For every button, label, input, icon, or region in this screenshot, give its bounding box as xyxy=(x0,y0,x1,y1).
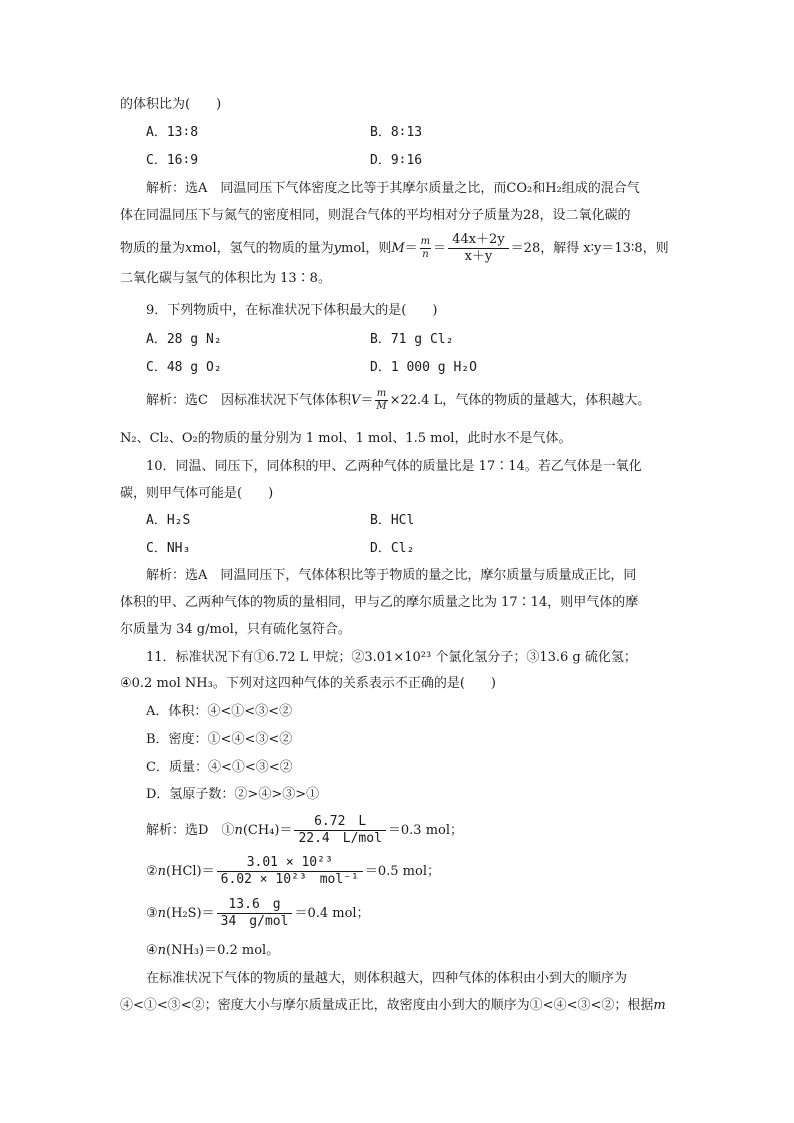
q10-option-a: A．H₂S xyxy=(146,513,191,528)
numerator: 44x＋2y xyxy=(448,232,509,249)
q8-analysis-line-1: 解析：选A 同温同压下气体密度之比等于其摩尔质量之比，而CO₂和H₂组成的混合气 xyxy=(146,181,640,196)
denominator: x＋y xyxy=(464,249,493,264)
text: (H₂S)＝ xyxy=(166,906,215,921)
q9-analysis-line-1 xyxy=(146,386,650,416)
var-n: n xyxy=(234,823,243,838)
denominator: M xyxy=(376,401,387,412)
q11-analysis-line-2 xyxy=(146,855,440,889)
q10-option-d: D．Cl₂ xyxy=(370,541,415,556)
numerator: 3.01 × 10²³ xyxy=(217,855,363,872)
var-n: n xyxy=(157,943,167,958)
fraction-m-over-n xyxy=(420,236,431,261)
text: ＝28，解得 x∶y＝13∶8，则 xyxy=(510,241,669,256)
text: ＝0.4 mol； xyxy=(294,906,370,921)
q10-analysis-line-3: 尔质量为 34 g/mol，只有硫化氢符合。 xyxy=(120,622,351,637)
text: 物质的量为 xyxy=(120,241,186,256)
equals: ＝ xyxy=(433,241,447,256)
q8-option-a: A．13∶8 xyxy=(146,125,199,140)
q11-stem-line-1: 11．标准状况下有①6.72 L 甲烷；②3.01×10²³ 个氯化氢分子；③13.6 g 硫化氢； xyxy=(146,650,637,665)
q11-analysis-line-1 xyxy=(146,814,463,848)
text: ④<①<③<②；密度大小与摩尔质量成正比，故密度由小到大的顺序为①<④<③<②；根据 xyxy=(120,998,654,1013)
fraction-ch4 xyxy=(294,814,385,847)
q10-analysis-line-2: 体积的甲、乙两种气体的物质的量相同，甲与乙的摩尔质量之比为 17∶14，则甲气体的摩 xyxy=(120,595,639,610)
q8-option-d: D．9∶16 xyxy=(370,153,423,168)
q11-option-b: B．密度：①<④<③<② xyxy=(146,732,293,747)
text: mol，则 xyxy=(341,241,392,256)
numerator: 6.72 L xyxy=(294,814,385,831)
denominator: n xyxy=(422,249,429,260)
q9-option-d: D．1 000 g H₂O xyxy=(370,360,477,375)
text: ④ xyxy=(146,943,158,958)
text: (CH₄)＝ xyxy=(242,823,293,838)
text: (NH₃)＝0.2 mol。 xyxy=(166,943,280,958)
denominator: 34 g/mol xyxy=(220,914,289,929)
var-n: n xyxy=(157,906,167,921)
q11-option-c: C．质量：④<①<③<② xyxy=(146,760,293,775)
fraction-h2s xyxy=(217,897,293,930)
q8-tail: 的体积比为( ) xyxy=(120,97,222,112)
text: ＝0.3 mol； xyxy=(387,823,464,838)
var-M: M xyxy=(391,241,405,256)
q9-option-a: A．28 g N₂ xyxy=(146,332,222,347)
q11-analysis-line-4 xyxy=(146,942,279,960)
text: (HCl)＝ xyxy=(166,864,215,879)
q9-stem: 9．下列物质中，在标准状况下体积最大的是( ) xyxy=(146,303,438,318)
text: ③ xyxy=(146,906,158,921)
q11-analysis-line-3 xyxy=(146,897,370,931)
q11-stem-line-2: ④0.2 mol NH₃。下列对这四种气体的关系表示不正确的是( ) xyxy=(120,676,496,691)
q8-analysis-line-4: 二氧化碳与氢气的体积比为 13∶8。 xyxy=(120,271,331,286)
equals: ＝ xyxy=(404,241,418,256)
q10-option-b: B．HCl xyxy=(370,513,415,528)
fraction-m-over-M xyxy=(375,388,387,413)
q8-analysis-line-3 xyxy=(120,232,669,265)
numerator: m xyxy=(420,236,431,247)
text: 解析：选C 因标准状况下气体体积 xyxy=(146,393,351,408)
text: 解析：选D ① xyxy=(146,823,235,838)
q10-stem-line-1: 10．同温、同压下，同体积的甲、乙两种气体的质量比是 17∶14。若乙气体是一氧化 xyxy=(146,459,642,474)
q9-option-c: C．48 g O₂ xyxy=(146,360,222,375)
denominator: 6.02 × 10²³ mol⁻¹ xyxy=(220,872,359,887)
var-n: n xyxy=(157,864,167,879)
q11-option-d: D．氢原子数：②>④>③>① xyxy=(146,787,320,802)
denominator: 22.4 L/mol xyxy=(298,831,382,846)
text: ＝0.5 mol； xyxy=(364,864,440,879)
text: ×22.4 L，气体的物质的量越大，体积越大。 xyxy=(389,393,651,408)
q10-option-c: C．NH₃ xyxy=(146,541,191,556)
var-y: y xyxy=(333,241,342,256)
q9-option-b: B．71 g Cl₂ xyxy=(370,332,454,347)
q11-analysis-line-6 xyxy=(120,997,666,1015)
q8-option-c: C．16∶9 xyxy=(146,153,199,168)
q8-option-b: B．8∶13 xyxy=(370,125,423,140)
text: ② xyxy=(146,864,158,879)
q10-stem-line-2: 碳，则甲气体可能是( ) xyxy=(120,486,274,501)
var-m: m xyxy=(653,998,666,1013)
fraction-mix xyxy=(448,232,509,265)
equals: ＝ xyxy=(360,393,374,408)
q11-option-a: A．体积：④<①<③<② xyxy=(146,704,293,719)
var-x: x xyxy=(185,241,193,256)
text: mol，氢气的物质的量为 xyxy=(192,241,334,256)
numerator: 13.6 g xyxy=(217,897,293,914)
var-V: V xyxy=(350,393,361,408)
q10-analysis-line-1: 解析：选A 同温同压下，气体体积比等于物质的量之比，摩尔质量与质量成正比，同 xyxy=(146,568,637,583)
fraction-hcl xyxy=(217,855,363,888)
numerator: m xyxy=(376,388,387,399)
q11-analysis-line-5: 在标准状况下气体的物质的量越大，则体积越大，四种气体的体积由小到大的顺序为 xyxy=(146,971,628,986)
q9-analysis-line-2: N₂、Cl₂、O₂的物质的量分别为 1 mol、1 mol、1.5 mol，此时水不是气体。 xyxy=(120,431,572,446)
q8-analysis-line-2: 体在同温同压下与氮气的密度相同，则混合气体的平均相对分子质量为28，设二氧化碳的 xyxy=(120,208,631,223)
